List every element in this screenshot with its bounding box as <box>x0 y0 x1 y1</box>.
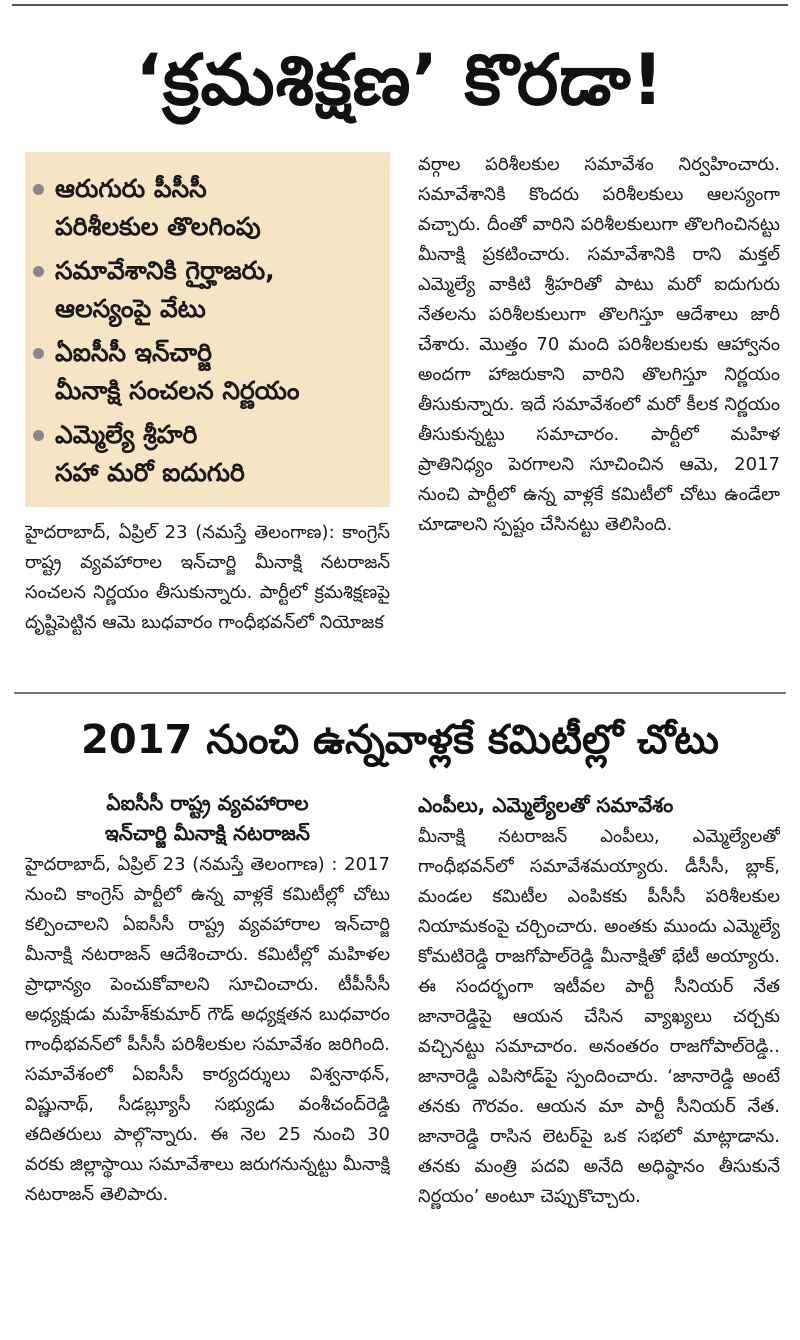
highlight-line: ఎమ్మెల్యే శ్రీహరి <box>55 420 198 449</box>
highlight-item <box>55 252 382 328</box>
highlight-line: సమావేశానికి గైర్హాజరు, <box>55 256 275 285</box>
story2-right-text: మీనాక్షి నటరాజన్ ఎంపీలు, ఎమ్మెల్యేలతో గాంధీభవన్‌లో సమావేశమయ్యారు. డీసీసీ, బ్లాక్, మండల కమిటీల ఎంపికకు పీసీసీ పరిశీలకుల నియామకంపై చర్చించారు. అంతకు ముందు ఎమ్మెల్యే కోమటిరెడ్డి రాజగోపాల్‌రెడ్డి మీనాక్షితో భేటీ అయ్యారు. ఈ సందర్భంగా ఇటీవల పార్టీ సీనియర్ నేత జానారెడ్డిపై ఆయన చేసిన వ్యాఖ్యలు చర్చకు వచ్చినట్టు సమాచారం. అనంతరం రాజగోపాల్‌రెడ్డి.. జానారెడ్డి ఎపిసోడ్‌పై స్పందించారు. ‘జానారెడ్డి అంటే తనకు గౌరవం. ఆయన మా పార్టీ సీనియర్ నేత. జానారెడ్డి రాసిన లెటర్‌పై ఒక సభలో మాట్లాడాను. తనకు మంత్రి పదవి అనేది అధిష్ఠానం తీసుకునే నిర్ణయం’ అంటూ చెప్పుకొచ్చారు. <box>418 826 780 1207</box>
highlight-item <box>55 416 382 492</box>
story1-right-column <box>418 150 780 688</box>
bullet-icon <box>33 184 44 195</box>
highlight-line: సహా మరో ఐదుగురి <box>55 458 245 487</box>
story1-right-text: వర్గాల పరిశీలకుల సమావేశం నిర్వహించారు. సమావేశానికి కొందరు పరిశీలకులు ఆలస్యంగా వచ్చారు. దీంతో వారిని పరిశీలకులుగా తొలగించినట్టు మీనాక్షి ప్రకటించారు. సమావేశానికి రాని మక్తల్ ఎమ్మెల్యే వాకిటి శ్రీహరితో పాటు మరో ఐదుగురు నేతలను పరిశీలకులుగా తొలగిస్తూ ఆదేశాలు జారీ చేశారు. మొత్తం 70 మంది పరిశీలకులకు ఆహ్వానం అందగా హాజరుకాని వారిని తొలగిస్తూ నిర్ణయం తీసుకున్నారు. ఇదే సమావేశంలో మరో కీలక నిర్ణయం తీసుకున్నట్టు సమాచారం. పార్టీలో మహిళ ప్రాతినిధ్యం పెరగాలని సూచించిన ఆమె, 2017 నుంచి పార్టీలో ఉన్న వాళ్లకే కమిటీలో చోటు ఉండేలా చూడాలని స్పష్టం చేసినట్టు తెలిసింది. <box>418 154 780 535</box>
story2-subhead-right: ఎంపీలు, ఎమ్మెల్యేలతో సమావేశం <box>418 793 674 817</box>
story1-left-column <box>25 518 390 686</box>
story2-left-column <box>25 850 390 1325</box>
highlight-line: పరిశీలకుల తొలగింపు <box>55 212 261 241</box>
subhead-line: ఏఐసీసీ రాష్ట్ర వ్యవహారాల <box>106 791 309 815</box>
highlight-line: ఆరుగురు పీసీసీ <box>55 174 207 203</box>
highlight-line: ఏఐసీసీ ఇన్‌చార్జి <box>55 338 212 367</box>
highlight-item <box>55 334 382 410</box>
story2-right-column <box>418 822 780 1327</box>
top-rule <box>12 4 788 6</box>
section-divider <box>14 692 786 694</box>
bullet-icon <box>33 266 44 277</box>
highlight-item <box>55 170 382 246</box>
subhead-line: ఇన్‌చార్జి మీనాక్షి నటరాజన్ <box>105 821 310 845</box>
bullet-icon <box>33 430 44 441</box>
highlight-line: ఆలస్యంపై వేటు <box>55 294 206 323</box>
story2-left-text: హైదరాబాద్, ఏప్రిల్ 23 (నమస్తే తెలంగాణ) : 2017 నుంచి కాంగ్రెస్ పార్టీలో ఉన్న వాళ్లకే కమిటీల్లో చోటు కల్పించాలని ఏఐసీసీ రాష్ట్ర వ్యవహారాల ఇన్‌చార్జి మీనాక్షి నటరాజన్ ఆదేశించారు. కమిటీల్లో మహిళల ప్రాధాన్యం పెంచుకోవాలని సూచించారు. టీపీసీసీ అధ్యక్షుడు మహేశ్‌కుమార్ గౌడ్ అధ్యక్షతన బుధవారం గాంధీభవన్‌లో పీసీసీ పరిశీలకుల సమావేశం జరిగింది. సమావేశంలో ఏఐసీసీ కార్యదర్శులు విశ్వనాథన్, విష్ణునాథ్, సీడబ్ల్యూసీ సభ్యుడు వంశీచంద్‌రెడ్డి తదితరులు పాల్గొన్నారు. ఈ నెల 25 నుంచి 30 వరకు జిల్లాస్థాయి సమావేశాలు జరుగనున్నట్టు మీనాక్షి నటరాజన్ తెలిపారు. <box>25 854 390 1205</box>
highlight-line: మీనాక్షి సంచలన నిర్ణయం <box>55 376 300 405</box>
main-headline: ‘క్రమశిక్షణ’ కొరడా! <box>135 39 665 121</box>
highlights-box <box>25 152 390 507</box>
story2-subhead-left <box>25 788 390 848</box>
second-headline: 2017 నుంచి ఉన్నవాళ్లకే కమిటీల్లో చోటు <box>81 717 719 763</box>
story1-left-text: హైదరాబాద్, ఏప్రిల్ 23 (నమస్తే తెలంగాణ): కాంగ్రెస్ రాష్ట్ర వ్యవహారాల ఇన్‌చార్జి మీనాక్షి నటరాజన్ సంచలన నిర్ణయం తీసుకున్నారు. పార్టీలో క్రమశిక్షణపై దృష్టిపెట్టిన ఆమె బుధవారం గాంధీభవన్‌లో నియోజక <box>25 522 390 633</box>
bullet-icon <box>33 348 44 359</box>
